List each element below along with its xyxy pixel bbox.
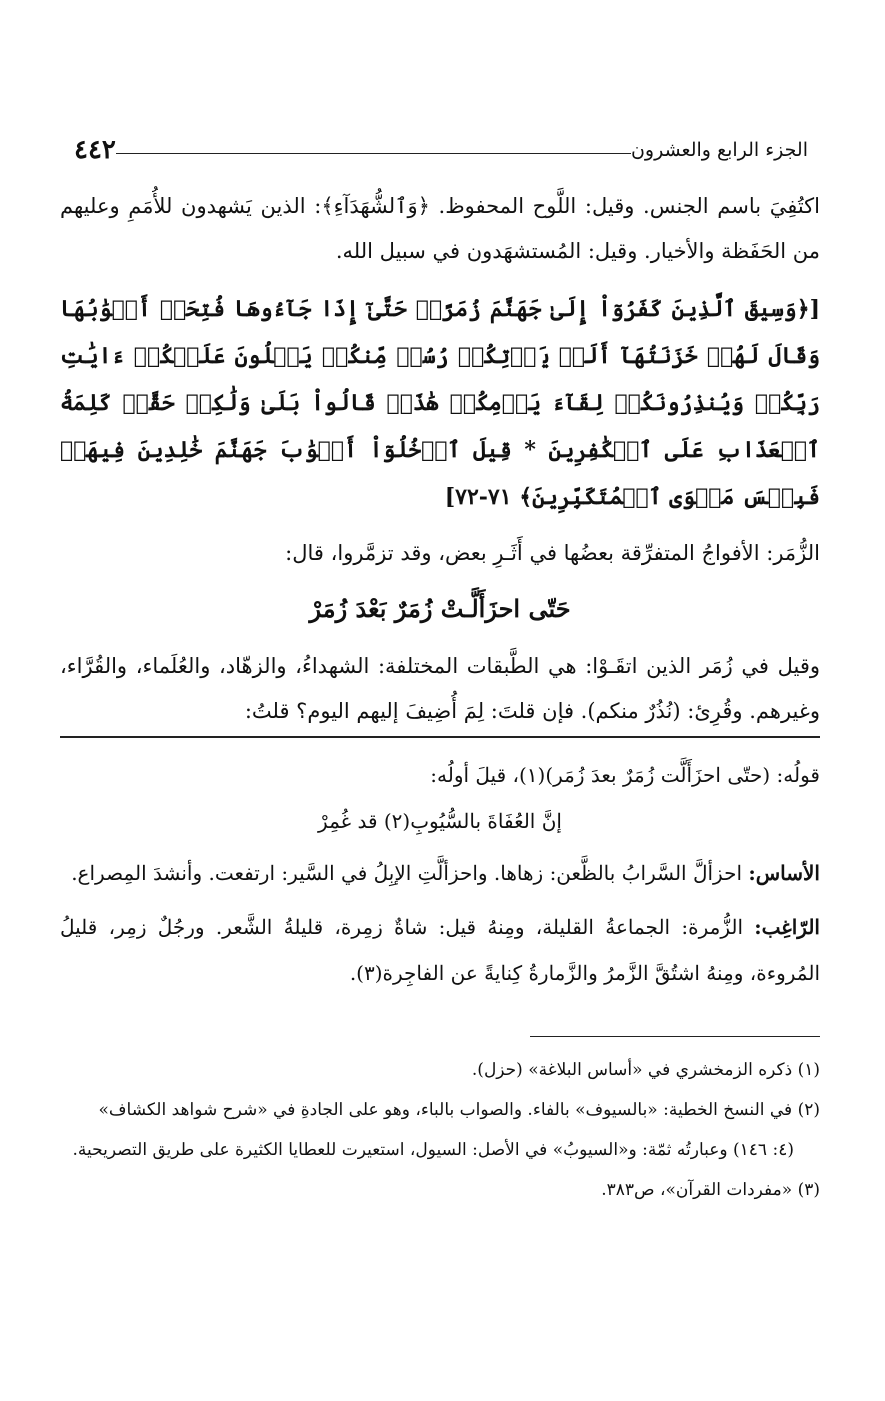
asas-label: الأساس: — [748, 861, 820, 885]
quran-verses: [﴿وَسِيقَ ٱلَّذِينَ كَفَرُوٓاْ إِلَىٰ جَهَنَّمَ زُمَرًاۖ حَتَّىٰٓ إِذَا جَآءُوهَا فُتِحَتۡ أَبۡوَٰبُهَا وَقَالَ لَهُمۡ خَزَنَتُهَآ أَلَمۡ يَأۡتِكُمۡ رُسُلٞ مِّنكُمۡ يَتۡلُونَ عَلَيۡكُمۡ ءَايَٰتِ رَبِّكُمۡ وَيُنذِرُونَكُمۡ لِقَآءَ يَوۡمِكُمۡ هَٰذَاۚ قَالُواْ بَلَىٰ وَلَٰكِنۡ حَقَّتۡ كَلِمَةُ ٱلۡعَذَابِ عَلَى ٱلۡكَٰفِرِينَ * قِيلَ ٱدۡخُلُوٓاْ أَبۡوَٰبَ جَهَنَّمَ خَٰلِدِينَ فِيهَاۖ فَبِئۡسَ مَثۡوَى ٱلۡمُتَكَبِّرِينَ﴾ ٧١-٧٢] — [60, 296, 820, 510]
poetry-verse: حَتّى احزَأَلَّـتْ زُمَرٌ بَعْدَ زُمَرْ — [309, 594, 571, 623]
raghib-text: الزُّمرة: الجماعةُ القليلة، ومِنهُ قيل: شاةٌ زمِرة، قليلةُ الشَّعر. ورجُلٌ زمِر، قليلُ المُروءة، ومِنهُ اشتُقَّ الزَّمرُ والزَّمارةُ كِنايةً عن الفاجِرة(٣). — [60, 915, 820, 985]
footnote-3: (٣) «مفردات القرآن»، ص٣٨٣. — [601, 1180, 820, 1200]
commentary-raghib — [60, 904, 820, 996]
footnotes — [60, 1051, 820, 1209]
footnote-divider — [530, 1036, 820, 1037]
definition-paragraph: الزُّمَر: الأفواجُ المتفرِّقة بعضُها في أَثَـرِ بعض، وقد تزمَّروا، قال: — [285, 541, 820, 565]
intro-paragraph: اكتُفِيَ باسم الجنس. وقيل: اللَّوح المحفوظ. ﴿وَٱلشُّهَدَآءِ﴾: الذين يَشهدون للأُمَمِ وعليهم من الحَفَظة والأخيار. وقيل: المُستشهَدون في سبيل الله. — [60, 194, 820, 263]
asas-text: احزألَّ السَّرابُ بالظَّعن: زهاها. واحزألَّتِ الإبِلُ في السَّير: ارتفعت. وأنشدَ المِصراع. — [71, 861, 749, 885]
header-rule — [116, 153, 631, 154]
footnote-2-continuation: (٤: ١٤٦) وعبارتُه ثمّة: و«السيوبُ» في الأصل: السيول، استعيرت للعطايا الكثيرة على طريق التصريحية. — [72, 1140, 794, 1160]
commentary-half-verse: إنَّ العُفَاةَ بالسُّيُوبِ(٢) قد غُمِرْ — [318, 809, 562, 833]
commentary-divider — [60, 736, 820, 738]
raghib-label: الرّاغِب: — [754, 915, 820, 939]
commentary-note1: قولُه: (حتّى احزَأَلَّت زُمَرٌ بعدَ زُمَر)(١)، قيلَ أولُه: — [430, 763, 820, 787]
running-header — [60, 130, 820, 170]
footnote-2: (٢) في النسخ الخطية: «بالسيوف» بالفاء. والصواب بالباء، وهو على الجادةِ في «شرح شواهد الكشاف» — [98, 1100, 820, 1120]
footnote-1: (١) ذكره الزمخشري في «أساس البلاغة» (حزل). — [471, 1060, 820, 1080]
running-title: الجزء الرابع والعشرون — [630, 139, 808, 161]
commentary-asas — [60, 850, 820, 896]
book-page — [60, 130, 820, 1211]
continuation-paragraph: وقيل في زُمَر الذين اتقَـوْا: هي الطَّبقات المختلفة: الشهداءُ، والزهّاد، والعُلَماء، والقُرَّاء، وغيرهم. وقُرِئ: (نُذُرٌ منكم). فإن قلتَ: لِمَ أُضِيفَ إليهم اليوم؟ قلتُ: — [60, 654, 820, 723]
page-number: ٤٤٢ — [74, 135, 116, 165]
